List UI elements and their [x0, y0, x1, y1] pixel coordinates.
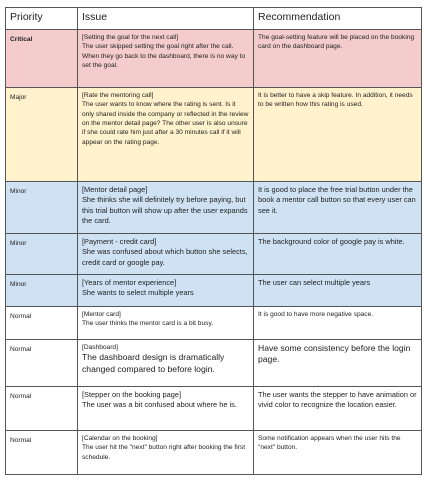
priority-cell: Minor	[6, 234, 78, 275]
priority-cell: Normal	[6, 431, 78, 475]
issue-body: She was confused about which button she selects, credit card or google pay.	[82, 247, 248, 267]
priority-cell: Minor	[6, 182, 78, 234]
issue-cell	[78, 307, 254, 340]
table-row	[6, 275, 422, 307]
issue-cell	[78, 340, 254, 387]
issue-body: The user wants to know where the rating is sent. Is it only shared inside the company or reflected in the review on the mentor detail page? The other user is also unsure if she could rate him just after a 30 minutes call if it will appear on the rating page.	[82, 101, 249, 146]
issue-cell	[78, 182, 254, 234]
issue-title: [Stepper on the booking page]	[82, 390, 182, 399]
recommendation-cell: The user wants the stepper to have animation or vivid color to recognize the location easier.	[254, 387, 422, 431]
issue-body: The dashboard design is dramatically changed compared to before login.	[82, 352, 225, 374]
table-row	[6, 307, 422, 340]
table-row	[6, 182, 422, 234]
priority-header: Priority	[6, 8, 78, 30]
table-row	[6, 234, 422, 275]
issue-title: [Rate the mentoring call]	[82, 92, 154, 99]
priority-cell: Critical	[6, 30, 78, 88]
issue-title: [Mentor detail page]	[82, 185, 148, 194]
recommendation-cell: It is good to place the free trial button under the book a mentor call button so that every user can see it.	[254, 182, 422, 234]
recommendation-cell: Some notification appears when the user hits the "next" button.	[254, 431, 422, 475]
recommendation-cell: Have some consistency before the login page.	[254, 340, 422, 387]
issue-title: [Mentor card]	[82, 311, 121, 318]
issue-body: The user was a bit confused about where he is.	[82, 400, 237, 410]
issue-cell	[78, 275, 254, 307]
priority-cell: Minor	[6, 275, 78, 307]
recommendation-header: Recommendation	[254, 8, 422, 30]
issue-title: [Setting the goal for the next call]	[82, 34, 179, 41]
issue-title: [Calendar on the booking]	[82, 435, 158, 442]
recommendation-cell: The background color of google pay is white.	[254, 234, 422, 275]
recommendation-cell: It is better to have a skip feature. In addition, it needs to be written how this rating is used.	[254, 88, 422, 182]
priority-cell: Normal	[6, 387, 78, 431]
issue-body: The user thinks the mentor card is a bit busy.	[82, 320, 214, 328]
usability-issues-table	[5, 7, 422, 475]
recommendation-cell: The user can select multiple years	[254, 275, 422, 307]
priority-cell: Normal	[6, 340, 78, 387]
issue-body: She wants to select multiple years	[82, 288, 194, 298]
table-row	[6, 387, 422, 431]
table-header-row	[6, 8, 422, 30]
priority-cell: Normal	[6, 307, 78, 340]
issue-cell	[78, 88, 254, 182]
issue-header: Issue	[78, 8, 254, 30]
issue-cell	[78, 431, 254, 475]
issue-body: The user skipped setting the goal right after the call. When they go back to the dashboard, there is no way to set the goal.	[82, 43, 246, 70]
table-row	[6, 431, 422, 475]
issue-title: [Payment - credit card]	[82, 237, 157, 246]
priority-cell: Major	[6, 88, 78, 182]
issue-cell	[78, 234, 254, 275]
table-row	[6, 340, 422, 387]
table-row	[6, 88, 422, 182]
issue-body: She thinks she will definitely try before paying, but this trial button will show up after the user expands the card.	[82, 195, 248, 226]
issue-body: The user hit the "next" button right after booking the first schedule.	[82, 444, 246, 461]
issue-cell	[78, 387, 254, 431]
issue-cell	[78, 30, 254, 88]
issue-title: [Years of mentor experience]	[82, 278, 177, 287]
recommendation-cell: The goal-setting feature will be placed on the booking card on the dashboard page.	[254, 30, 422, 88]
table-row	[6, 30, 422, 88]
recommendation-cell: It is good to have more negative space.	[254, 307, 422, 340]
issue-title: [Dashboard]	[82, 344, 118, 351]
